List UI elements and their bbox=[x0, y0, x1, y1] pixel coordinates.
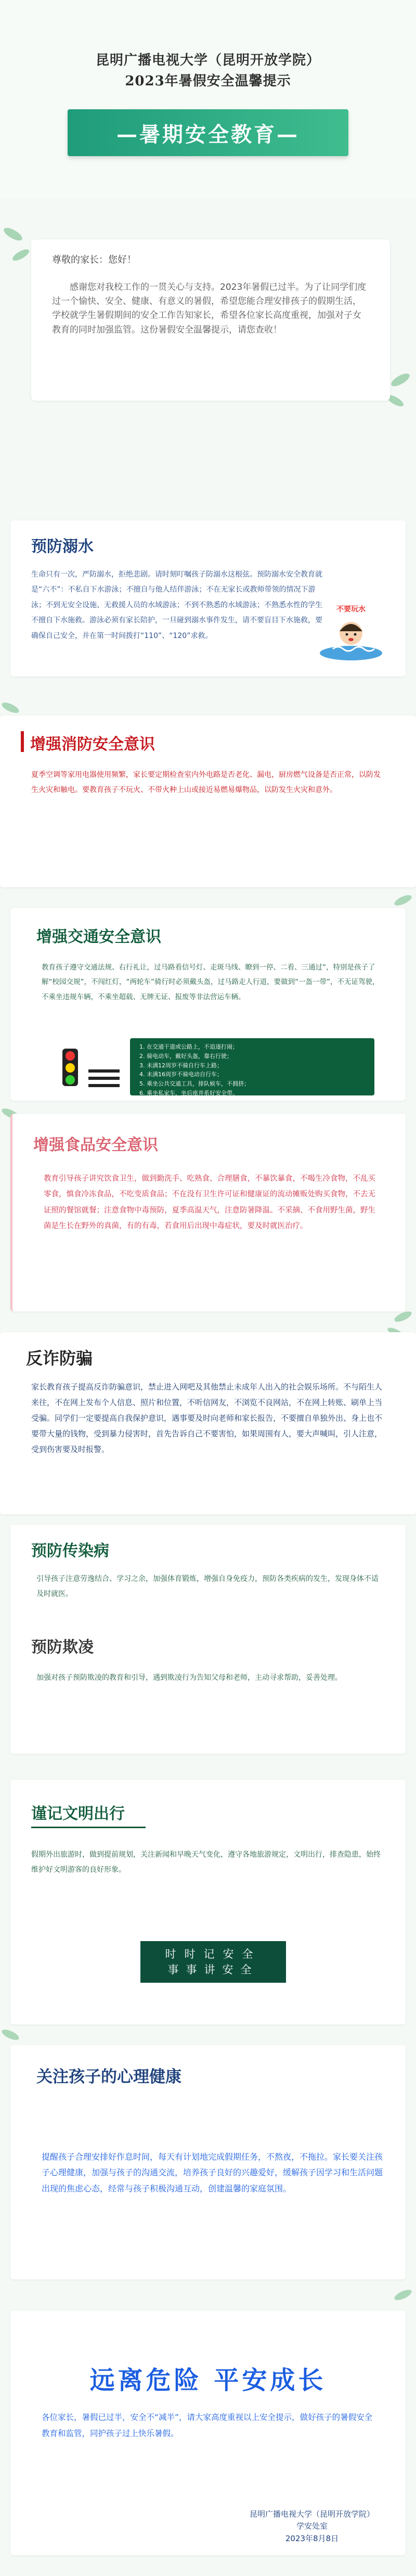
section-travel bbox=[10, 1780, 406, 2024]
closing-body: 各位家长，暑假已过半，安全不“减半”，请大家高度重视以上安全提示，做好孩子的暑假安全教育和监管，同护孩子过上快乐暑假。 bbox=[42, 2413, 373, 2438]
header bbox=[0, 0, 416, 198]
zebra-crossing-icon bbox=[88, 1064, 120, 1095]
traffic-rule: 6. 乘坐私家车，坐后座并系好安全带。 bbox=[139, 1090, 238, 1097]
section-title: 预防溺水 bbox=[31, 538, 94, 556]
section-mental-health bbox=[10, 2045, 406, 2279]
header-title-school: 昆明广播电视大学（昆明开放学院） bbox=[95, 53, 320, 68]
section-title: 增强交通安全意识 bbox=[36, 928, 161, 946]
signature-school: 昆明广播电视大学（昆明开放学院） bbox=[249, 2509, 374, 2519]
banner-text: —暑期安全教育— bbox=[116, 122, 300, 147]
section-body: 教育孩子遵守交通法规、右行礼让，过马路看信号灯、走斑马线、瞭到一停、二看、三通过”，特别是孩子了解“校园交规”，不闯红灯，“两轮车”骑行时必须戴头盔，过马路走人行道，要做到“一盔一带”，不无证驾驶，不乘坐违规车辆，不乘坐超载、无牌无证、报废等非法营运车辆。 bbox=[42, 963, 380, 1001]
section-body: 提醒孩子合理安排好作息时间，每天有计划地完成假期任务，不熬夜，不拖拉。家长要关注孩子心理健康，加强与孩子的沟通交流，培养孩子良好的兴趣爱好，缓解孩子因学习和生活问题出现的焦虑心态，经常与孩子积极沟通互动，创建温馨的家庭氛围。 bbox=[42, 2152, 383, 2194]
section-title: 增强消防安全意识 bbox=[30, 735, 155, 754]
section-title-bullying: 预防欺凌 bbox=[31, 1638, 94, 1656]
safety-motto bbox=[140, 1941, 286, 1983]
section-disease-bullying bbox=[10, 1525, 406, 1754]
traffic-rule: 4. 未满16周岁不骑电动自行车； bbox=[139, 1071, 223, 1078]
section-title: 关注孩子的心理健康 bbox=[36, 2068, 181, 2086]
header-title-notice: 2023年暑假安全温馨提示 bbox=[125, 73, 291, 89]
badge-text: 不要玩水 bbox=[336, 605, 366, 614]
section-title: 谨记文明出行 bbox=[31, 1805, 125, 1823]
signature-office: 学安处室 bbox=[296, 2521, 328, 2531]
title-underline bbox=[31, 1827, 146, 1828]
signature bbox=[250, 2508, 374, 2545]
section-fire bbox=[0, 716, 416, 887]
greeting-salute: 尊敬的家长：您好！ bbox=[52, 254, 136, 265]
traffic-rule: 2. 骑电动车，戴好头盔，靠右行驶； bbox=[139, 1052, 232, 1060]
section-title: 增强食品安全意识 bbox=[33, 1136, 158, 1154]
motto-row: 事事讲安全 bbox=[167, 1963, 259, 1976]
motto-row: 时时记安全 bbox=[165, 1948, 262, 1960]
section-fraud bbox=[0, 1332, 416, 1514]
traffic-light-icon bbox=[62, 1049, 78, 1086]
closing-title: 远离危险 平安成长 bbox=[89, 2366, 327, 2395]
title-banner bbox=[68, 109, 348, 156]
greeting-body: 感谢您对我校工作的一贯关心与支持。2023年暑假已过半。为了让同学们度过一个愉快、安全、健康、有意义的暑假，希望您能合理安排孩子的假期生活，学校就学生暑假期间的安全工作告知家长，希望各位家长高度重视，加强对子女教育的同时加强监管。这份暑假安全温馨提示，请您查收！ bbox=[52, 282, 367, 335]
section-body: 生命只有一次，严防溺水，拒绝悲剧。请时刻叮嘱孩子防溺水这根弦。预防溺水安全教育就是“六不”：不私自下水游泳；不擅自与他人结伴游泳；不在无家长或教师带领的情况下游泳；不到无安全设施、无救援人员的水域游泳；不到不熟悉的水域游泳；不熟悉水性的学生不擅自下水施救。游泳必须有家长陪护，一旦碰到溺水事件发生，请不要盲目下水施救，要确保自己安全，并在第一时间拨打“110”、“120”求救。 bbox=[31, 570, 322, 640]
traffic-rule: 3. 未满12周岁不骑自行车上路； bbox=[139, 1062, 223, 1069]
signature-date: 2023年8月8日 bbox=[285, 2533, 339, 2543]
section-food bbox=[10, 1114, 406, 1311]
traffic-rule: 5. 乘坐公共交通工具，排队候车，不拥挤； bbox=[139, 1080, 250, 1088]
section-title: 预防传染病 bbox=[31, 1542, 109, 1560]
section-title: 反诈防骗 bbox=[26, 1348, 93, 1368]
drowning-child-illustration-icon bbox=[317, 601, 385, 664]
section-body: 夏季空调等家用电器使用频繁，家长要定期检查室内外电路是否老化、漏电，厨房燃气设备是否正常，以防发生火灾和触电。要教育孩子不玩火、不带火种上山或接近易燃易爆物品，以防发生火灾和意外。 bbox=[31, 771, 381, 795]
section-body: 教育引导孩子讲究饮食卫生，做到勤洗手、吃熟食、合理膳食，不暴饮暴食，不喝生冷食物，不乱买零食，慎食冷冻食品，不吃变质食品；不在没有卫生许可证和健康证的流动摊贩处购买食物，不去无证照的餐馆就餐；注意食物中毒预防，夏季高温天气，注意防暑降温。不采摘、不食用野生菌，野生菌是生长在野外的真菌，有的有毒，若食用后出现中毒症状，要及时就医治疗。 bbox=[44, 1175, 375, 1231]
section-closing bbox=[10, 2311, 406, 2555]
traffic-rule: 1. 在交通干道或公路上，不追逐打闹； bbox=[139, 1043, 238, 1050]
section-body: 引导孩子注意劳逸结合、学习之余，加强体育锻炼，增强自身免疫力，预防各类疾病的发生，发现身体不适及时就医。 bbox=[36, 1575, 379, 1599]
greeting-card bbox=[31, 239, 390, 401]
section-body: 家长教育孩子提高反诈防骗意识，禁止进入网吧及其他禁止未成年人出入的社会娱乐场所。不与陌生人来往，不在网上发布个人信息、照片和位置，不听信网友，不浏览不良网站，不在网上转账、刷单上当受骗。同学们一定要提高自我保护意识，遇事要及时向老师和家长报告，不要擅自单独外出、身上也不要带大量的钱物，受到暴力侵害时，首先告诉自己不要害怕，如果周围有人，要大声喊叫，引人注意，受到伤害要及时报警。 bbox=[31, 1382, 383, 1454]
section-body: 假期外出旅游时，做到提前规划，关注新闻和早晚天气变化，遵守各地旅游规定，文明出行，排查隐患，始终维护好文明游客的良好形象。 bbox=[31, 1851, 381, 1874]
section-body-bullying: 加强对孩子预防欺凌的教育和引导，遇到欺凌行为告知父母和老师，主动寻求帮助，妥善处理。 bbox=[36, 1674, 342, 1682]
section-drowning bbox=[10, 520, 406, 677]
title-accent-bar bbox=[21, 731, 24, 752]
section-traffic bbox=[10, 908, 406, 1101]
traffic-rules-panel bbox=[130, 1038, 374, 1095]
